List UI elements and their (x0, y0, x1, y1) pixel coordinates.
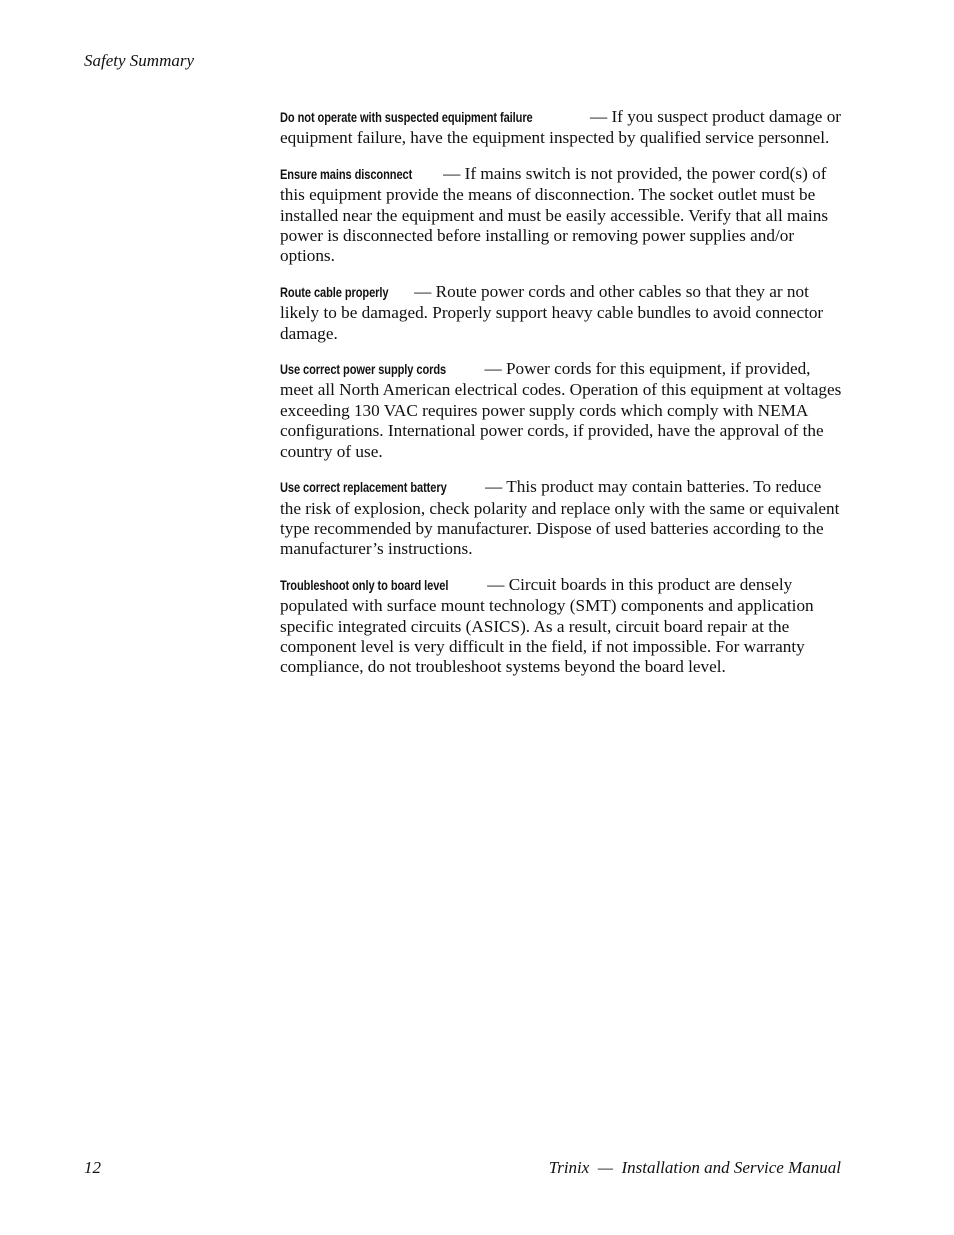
safety-item-mains-disconnect (280, 164, 842, 267)
safety-item-body: — Power cords for this equipment, if provided, meet all North American electrical codes. Operation of this equipment at voltages exceeding 130 VAC requires power supply cords which comply with NEMA configurations. International power cords, if provided, have the approval of the country of use. (280, 359, 842, 461)
safety-item-route-cable (280, 282, 842, 344)
safety-content (280, 107, 842, 693)
running-header: Safety Summary (84, 51, 195, 70)
safety-item-body: — If you suspect product damage or equipment failure, have the equipment inspected by qualified service personnel. (280, 107, 842, 148)
safety-item-power-supply-cords (280, 359, 842, 462)
safety-item-heading: Use correct replacement battery (280, 480, 447, 496)
safety-item-replacement-battery (280, 477, 842, 560)
safety-item-body: — If mains switch is not provided, the power cord(s) of this equipment provide the means of disconnection. The socket outlet must be installed near the equipment and must be easily accessible. Verify that all mains power is disconnected before installing or removing power supplies and/or options. (280, 163, 829, 266)
manual-title: Trinix — Installation and Service Manual (548, 1158, 841, 1177)
safety-item-heading: Use correct power supply cords (280, 362, 447, 378)
page-number: 12 (84, 1158, 101, 1177)
safety-item-heading: Route cable properly (280, 284, 389, 300)
safety-item-body: — This product may contain batteries. To reduce the risk of explosion, check polarity and replace only with the same or equivalent type recommended by manufacturer. Dispose of used batteries according to the manufacturer’s instructions. (280, 477, 840, 559)
safety-item-body: — Route power cords and other cables so that they ar not likely to be damaged. Properly support heavy cable bundles to avoid connector damage. (280, 281, 824, 343)
safety-item-heading: Ensure mains disconnect (280, 166, 413, 182)
safety-item-equipment-failure (280, 107, 842, 149)
safety-item-heading: Troubleshoot only to board level (280, 577, 449, 593)
safety-item-heading: Do not operate with suspected equipment failure (280, 110, 533, 125)
safety-item-board-level (280, 575, 842, 678)
safety-item-body: — Circuit boards in this product are densely populated with surface mount technology (SMT) components and application specific integrated circuits (ASICS). As a result, circuit board repair at the component level is very difficult in the field, if not impossible. For warranty compliance, do not troubleshoot systems beyond the board level. (280, 574, 814, 677)
